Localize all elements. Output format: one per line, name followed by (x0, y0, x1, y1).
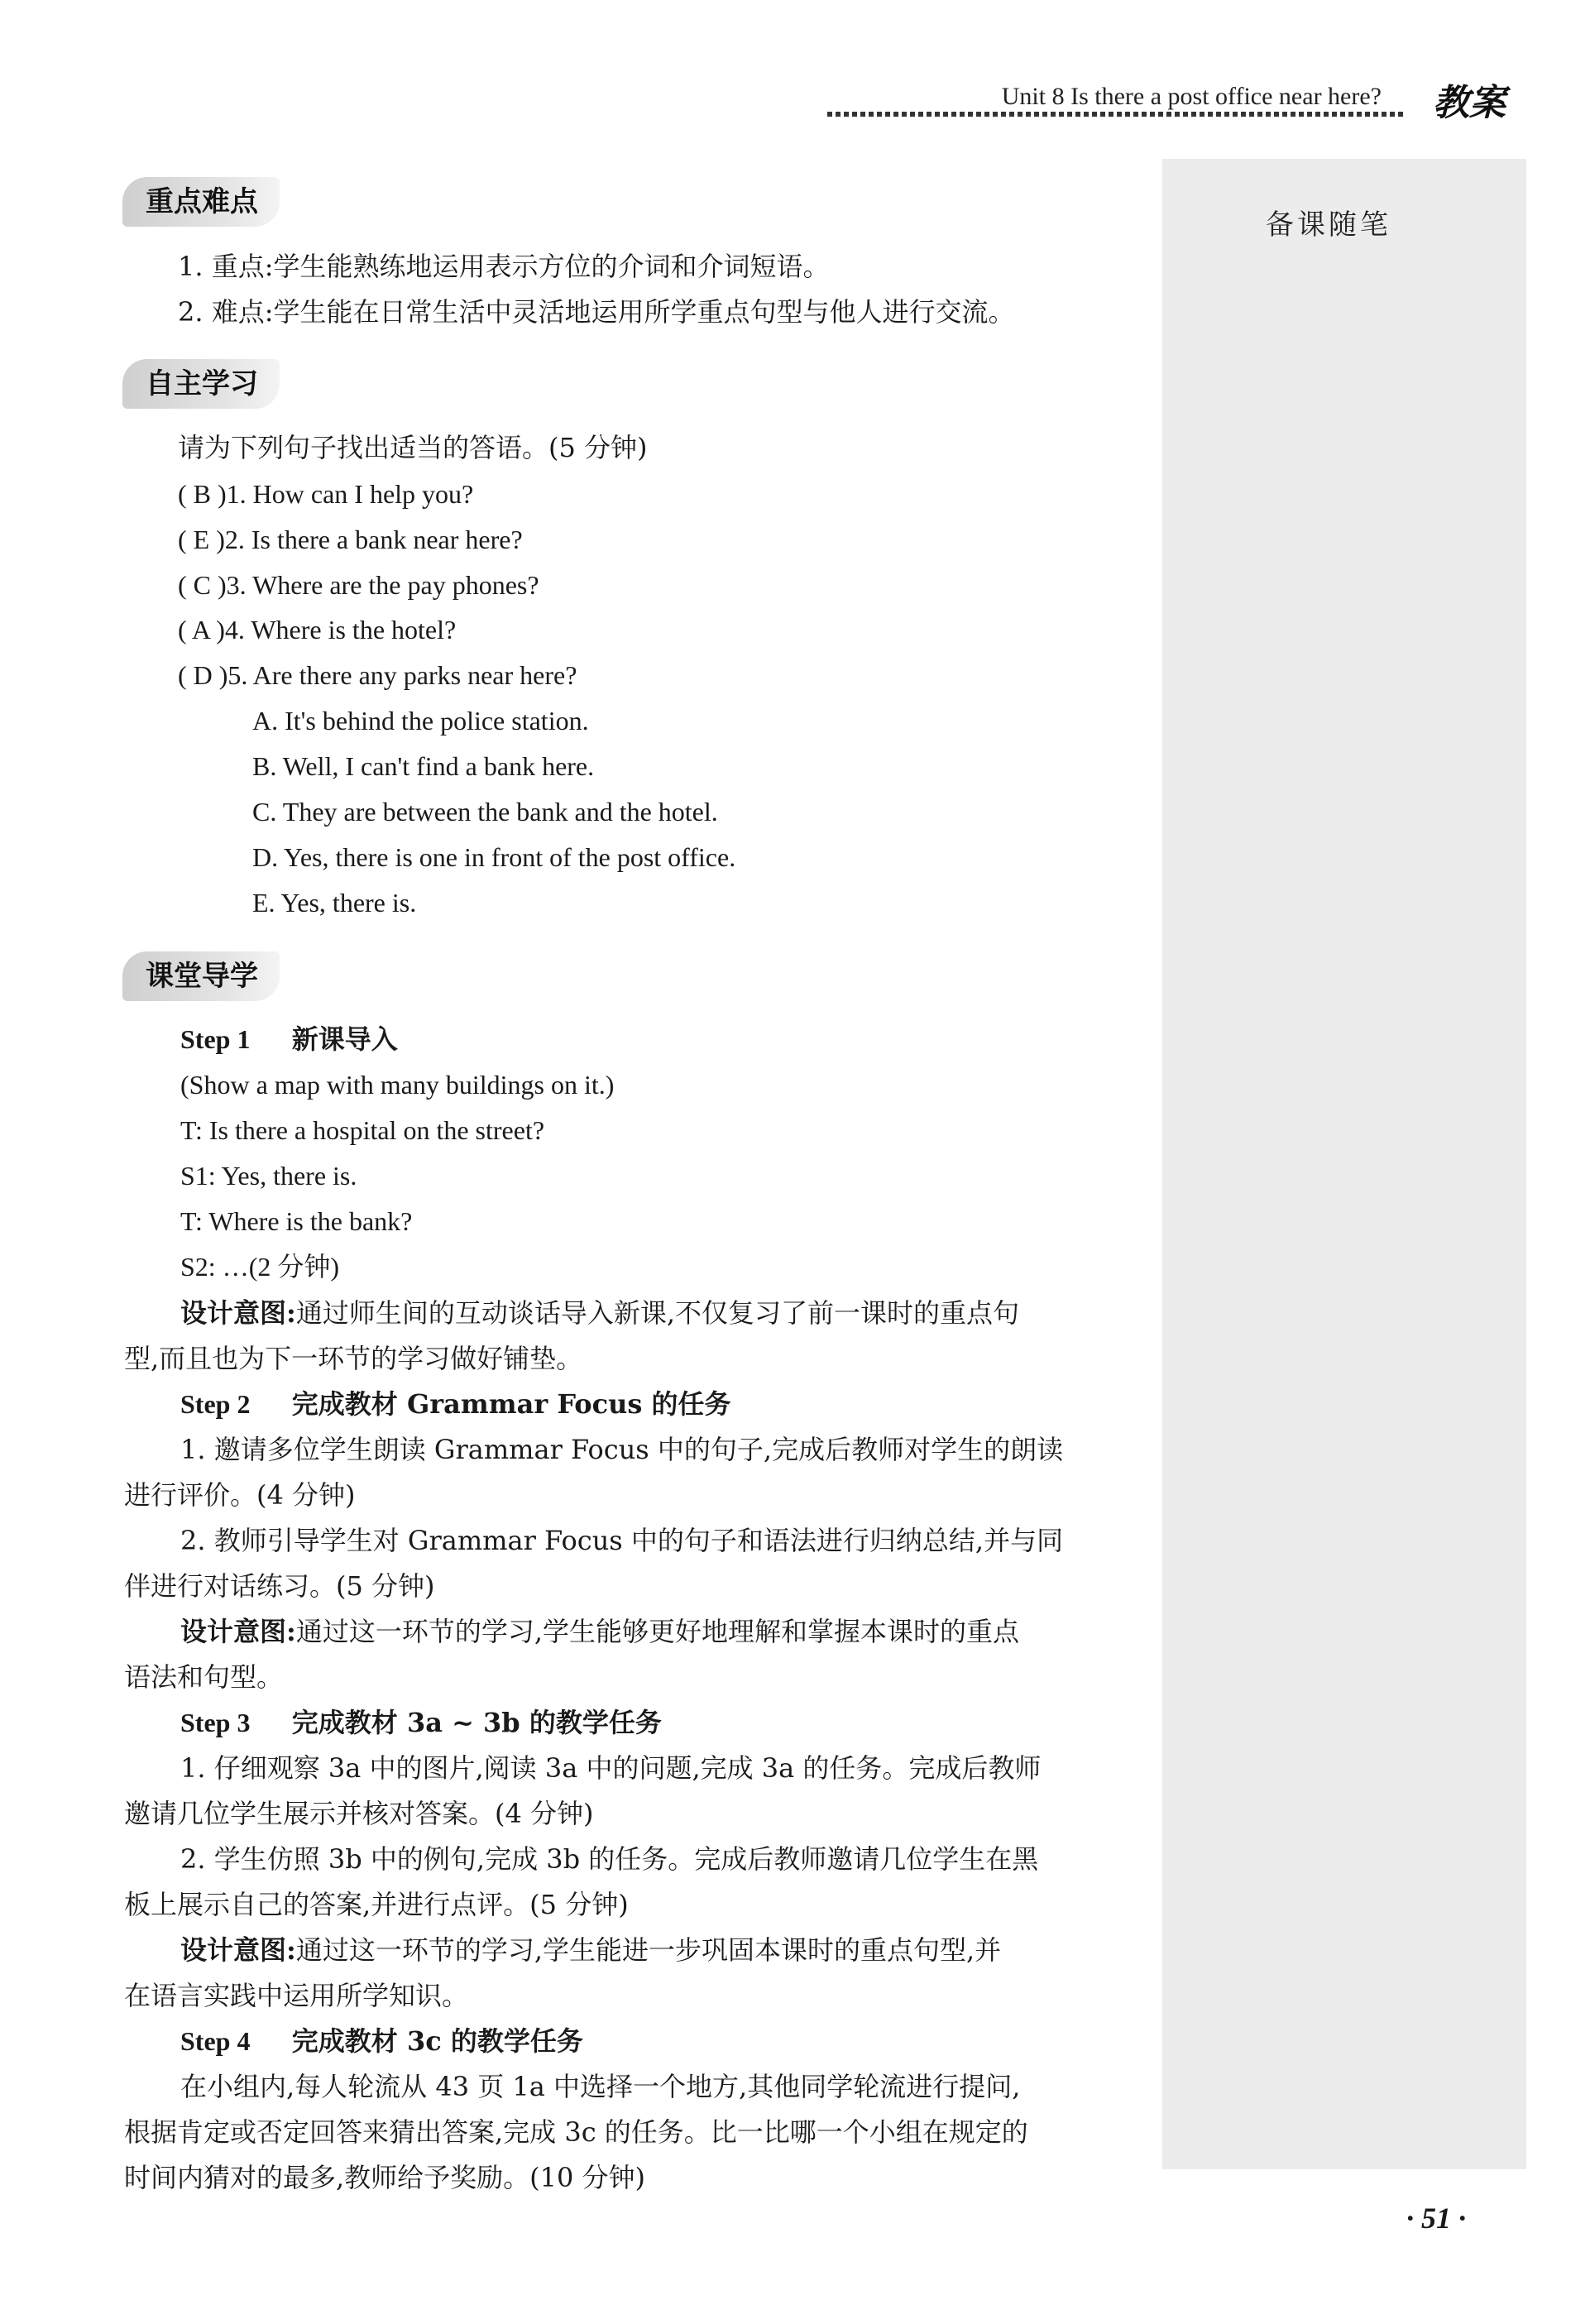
step-label: Step 4 (180, 2026, 251, 2056)
question-item: ( D )5. Are there any parks near here? (178, 660, 577, 690)
step-heading (180, 1387, 731, 1421)
step-heading (180, 1023, 398, 1056)
question-item: ( A )4. Where is the hotel? (178, 615, 457, 644)
design-intent (180, 1296, 1019, 1330)
step-line: 进行评价。(4 分钟) (124, 1479, 356, 1511)
answer-option: E. Yes, there is. (252, 888, 417, 918)
self-study-instruction: 请为下列句子找出适当的答语。(5 分钟) (178, 432, 648, 463)
dialogue-line: (Show a map with many buildings on it.) (180, 1070, 615, 1100)
intent-label: 设计意图: (180, 1934, 296, 1966)
answer-option: C. They are between the bank and the hotel. (252, 797, 718, 827)
section-heading-self-study: 自主学习 (122, 359, 280, 409)
step-label: Step 2 (180, 1389, 251, 1419)
intent-text: 通过这一环节的学习,学生能进一步巩固本课时的重点句型,并 (295, 1934, 1002, 1966)
step-line: 在小组内,每人轮流从 43 页 1a 中选择一个地方,其他同学轮流进行提问, (180, 2071, 1021, 2102)
section-heading-class-guide: 课堂导学 (122, 951, 280, 1001)
step-label: Step 1 (180, 1024, 251, 1054)
sidebar-title: 备课随笔 (1266, 208, 1391, 242)
header-tag: 教案 (1433, 82, 1506, 124)
step-heading (180, 2025, 583, 2058)
intent-text: 通过师生间的互动谈话导入新课,不仅复习了前一课时的重点句 (295, 1297, 1020, 1329)
step-line: 2. 教师引导学生对 Grammar Focus 中的句子和语法进行归纳总结,并与同 (180, 1525, 1064, 1556)
question-item: ( B )1. How can I help you? (178, 479, 474, 509)
step-title: 新课导入 (291, 1023, 398, 1055)
intent-text: 通过这一环节的学习,学生能够更好地理解和掌握本课时的重点 (295, 1616, 1020, 1647)
intent-text: 在语言实践中运用所学知识。 (124, 1980, 469, 2011)
step-title: 完成教材 3a ~ 3b 的教学任务 (291, 1707, 662, 1738)
question-item: ( E )2. Is there a bank near here? (178, 525, 523, 554)
unit-title: Unit 8 Is there a post office near here? (1001, 83, 1382, 110)
step-heading (180, 1706, 662, 1739)
answer-option: B. Well, I can't find a bank here. (252, 751, 595, 781)
step-line: 时间内猜对的最多,教师给予奖励。(10 分钟) (124, 2162, 646, 2193)
intent-text: 语法和句型。 (124, 1661, 284, 1693)
design-intent (180, 1933, 1001, 1967)
answer-option: D. Yes, there is one in front of the post office. (252, 842, 736, 872)
notes-sidebar (1162, 159, 1526, 2169)
step-line: 1. 邀请多位学生朗读 Grammar Focus 中的句子,完成后教师对学生的朗读 (180, 1434, 1064, 1465)
section-heading-key-points: 重点难点 (122, 177, 280, 227)
step-title: 完成教材 3c 的教学任务 (291, 2025, 583, 2057)
key-point-item: 1. 重点:学生能熟练地运用表示方位的介词和介词短语。 (178, 251, 830, 282)
step-label: Step 3 (180, 1708, 251, 1737)
answer-option: A. It's behind the police station. (252, 706, 589, 736)
step-title: 完成教材 Grammar Focus 的任务 (291, 1388, 731, 1420)
dialogue-line: S1: Yes, there is. (180, 1161, 357, 1191)
design-intent (180, 1615, 1019, 1648)
dialogue-line: T: Where is the bank? (180, 1206, 413, 1236)
dialogue-line: T: Is there a hospital on the street? (180, 1115, 545, 1145)
header-wavy-rule (827, 112, 1406, 117)
page-number: · 51 · (1406, 2202, 1466, 2235)
dialogue-line: S2: …(2 分钟) (180, 1252, 340, 1282)
step-line: 2. 学生仿照 3b 中的例句,完成 3b 的任务。完成后教师邀请几位学生在黑 (180, 1843, 1039, 1875)
key-point-item: 2. 难点:学生能在日常生活中灵活地运用所学重点句型与他人进行交流。 (178, 296, 1015, 328)
step-line: 板上展示自己的答案,并进行点评。(5 分钟) (124, 1889, 629, 1920)
step-line: 伴进行对话练习。(5 分钟) (124, 1570, 435, 1602)
intent-label: 设计意图: (180, 1616, 296, 1647)
step-line: 邀请几位学生展示并核对答案。(4 分钟) (124, 1798, 594, 1829)
intent-text: 型,而且也为下一环节的学习做好铺垫。 (124, 1343, 583, 1374)
step-line: 根据肯定或否定回答来猜出答案,完成 3c 的任务。比一比哪一个小组在规定的 (124, 2116, 1028, 2148)
page-header (902, 73, 1514, 131)
intent-label: 设计意图: (180, 1297, 296, 1329)
question-item: ( C )3. Where are the pay phones? (178, 570, 539, 600)
step-line: 1. 仔细观察 3a 中的图片,阅读 3a 中的问题,完成 3a 的任务。完成后教师 (180, 1752, 1042, 1784)
